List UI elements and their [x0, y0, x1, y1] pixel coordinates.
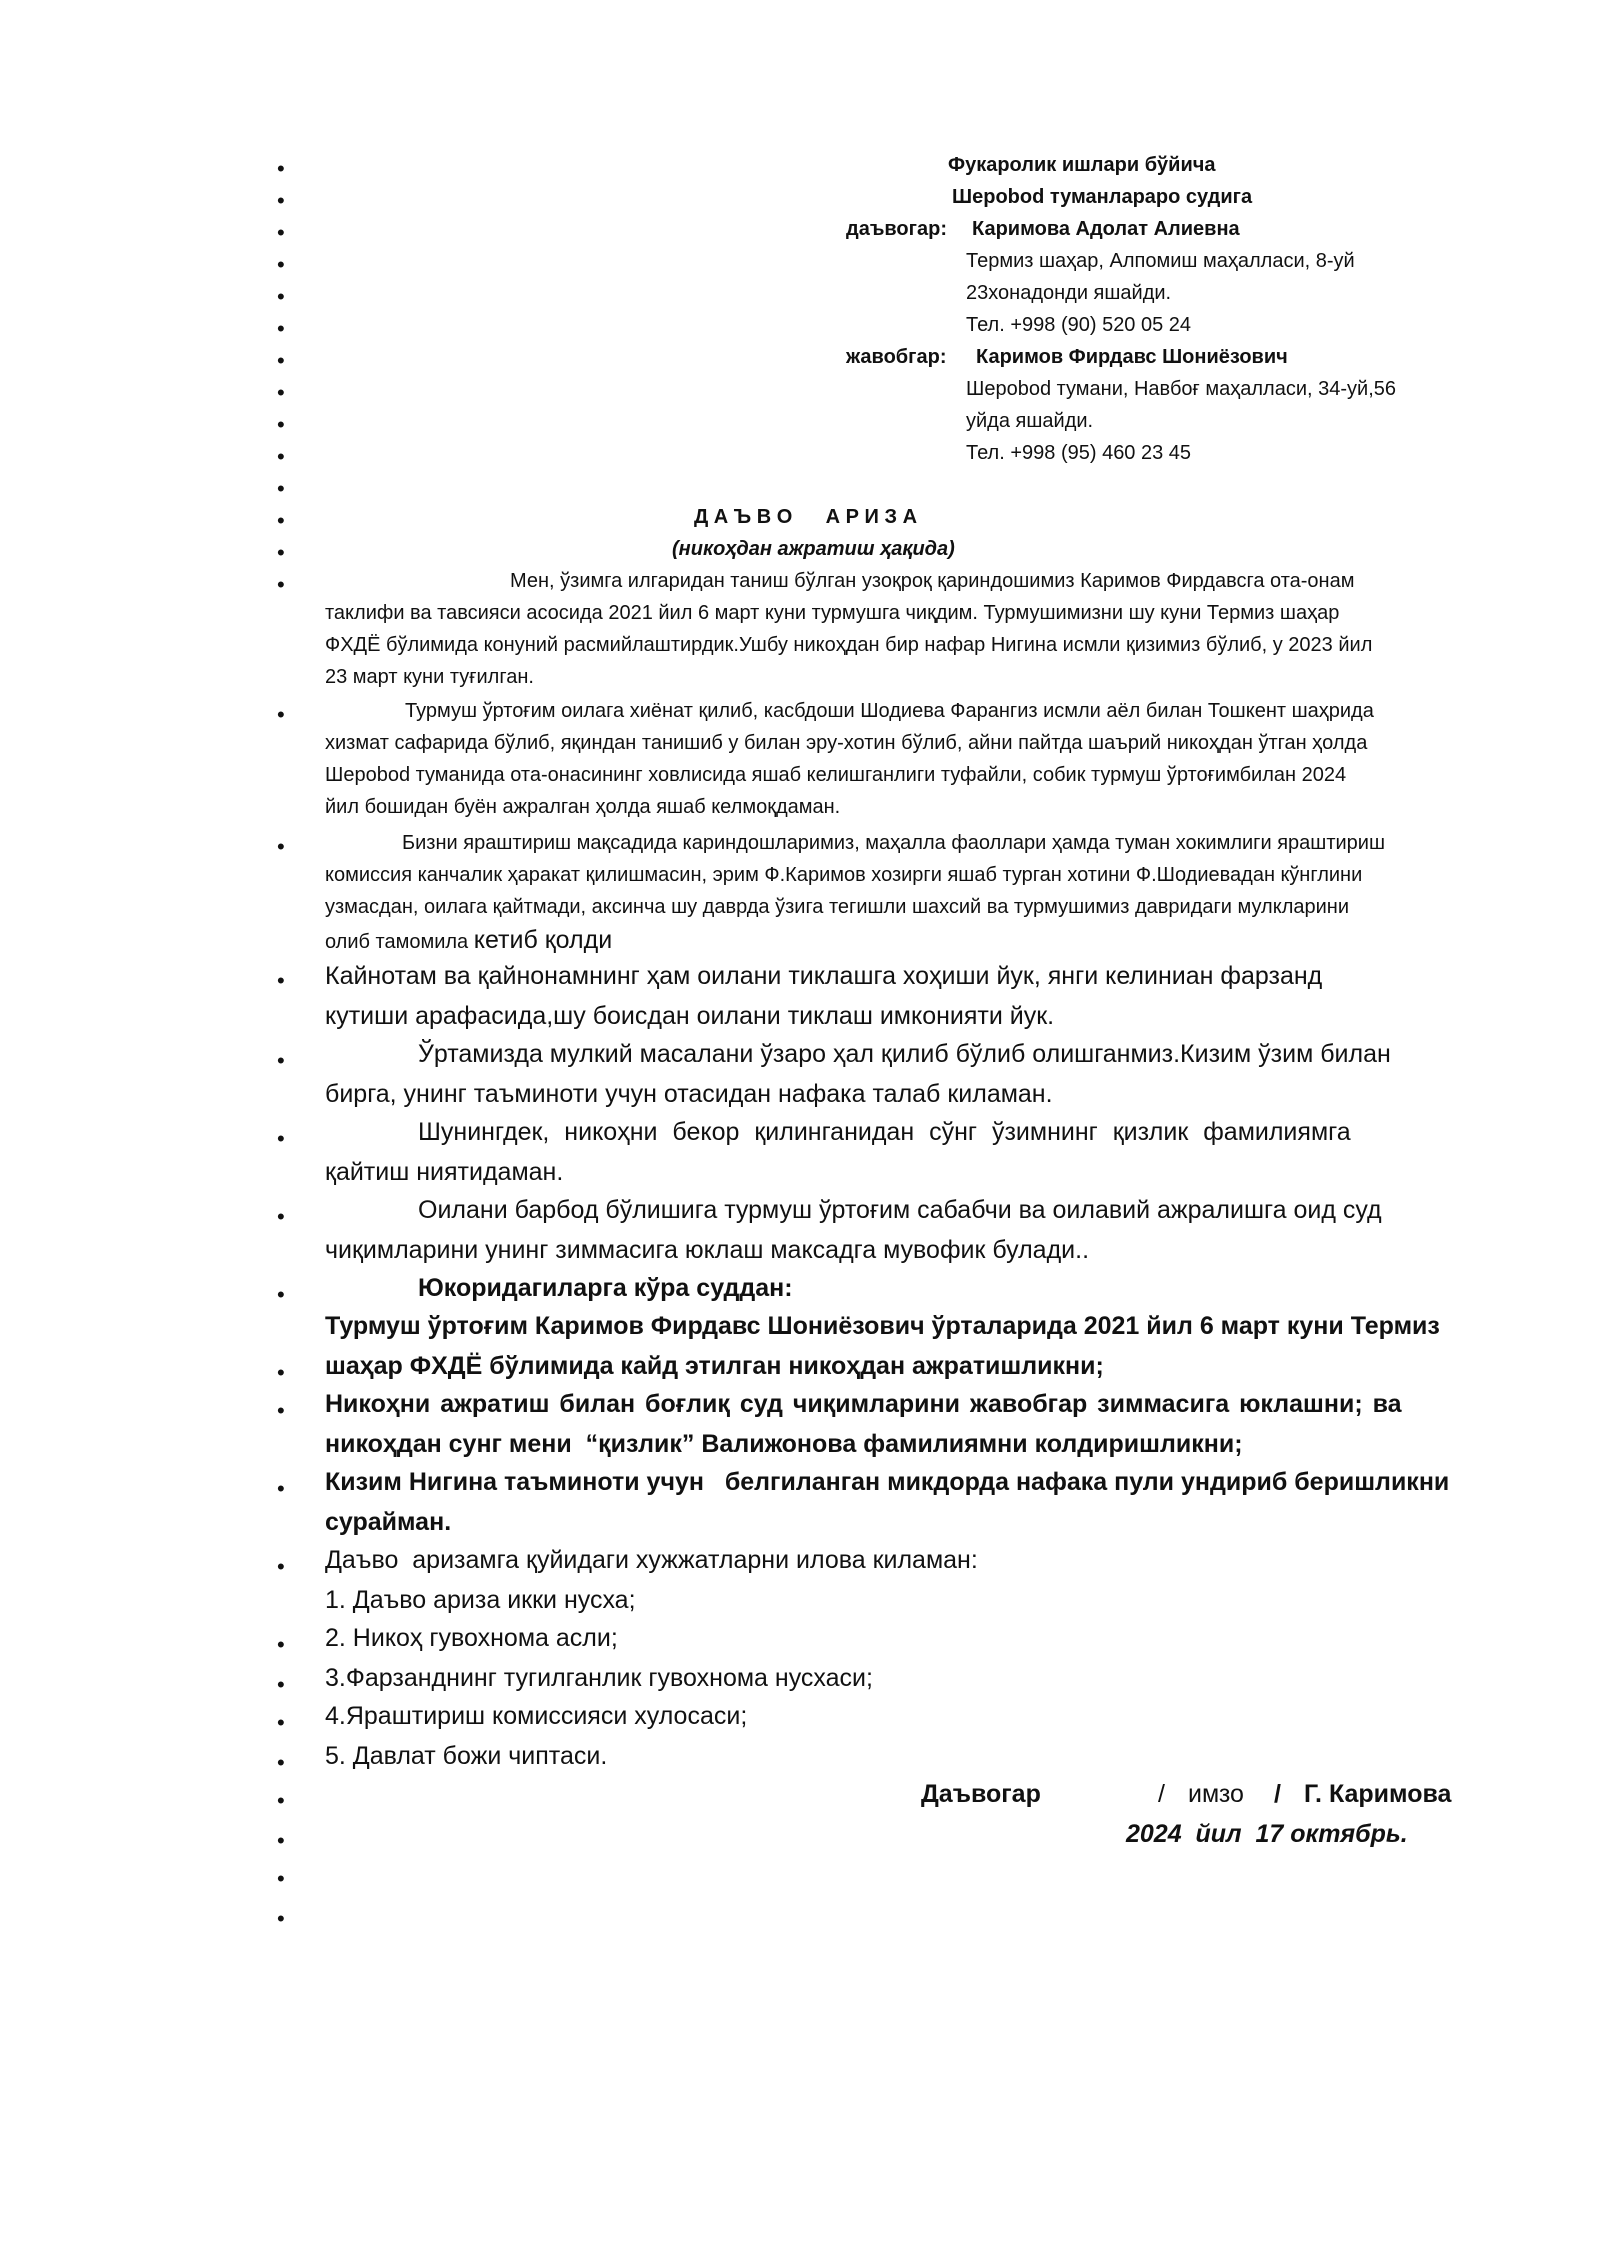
bullet	[277, 542, 285, 564]
bullet	[277, 1478, 285, 1500]
p3-line-1: Бизни яраштириш мақсадида кариндошларимиз, маҳалла фаоллари ҳамда туман хокимлиги яраштириш	[402, 832, 1385, 854]
bullet	[277, 1790, 285, 1812]
bullet	[277, 414, 285, 436]
signature-slash-1: /	[1158, 1780, 1165, 1808]
bullet	[277, 446, 285, 468]
bullet	[277, 970, 285, 992]
court-line-1: Фукаролик ишлари бўйича	[948, 154, 1216, 176]
bullet	[277, 222, 285, 244]
p1-line-3: ФХДЁ бўлимида конуний расмийлаштирдик.Ушбу никоҳдан бир нафар Нигина исмли қизимиз бўлиб, у 2023 йил	[325, 634, 1373, 656]
p7-line-2: чиқимларини унинг зиммасига юклаш максадга мувофик булади..	[325, 1236, 1090, 1264]
p6-line-2: қайтиш ниятидаман.	[325, 1158, 564, 1186]
attachment-item: 1. Даъво ариза икки нусха;	[325, 1586, 636, 1614]
p3-line-3: узмасдан, оилага қайтмади, аксинча шу даврда ўзига тегишли шахсий ва турмушимиз давридаги мулкларини	[325, 896, 1350, 918]
p5-line-2: бирга, унинг таъминоти учун отасидан нафака талаб киламан.	[325, 1080, 1053, 1108]
bullet	[277, 1712, 285, 1734]
bullet	[277, 1206, 285, 1228]
court-line-2: Шерobod туманлараро судига	[952, 186, 1253, 208]
p3-line-2: комиссия канчалик ҳаракат қилишмасин, эрим Ф.Каримов хозирги яшаб турган хотини Ф.Шодиевадан кўнглини	[325, 864, 1363, 886]
attachment-item: 3.Фарзанднинг тугилганлик гувохнома нусхаси;	[325, 1664, 873, 1692]
bullet	[277, 1830, 285, 1852]
signature-date: 2024 йил 17 октябрь.	[1126, 1820, 1408, 1848]
plaintiff-address-2: 23хонадонди яшайди.	[966, 282, 1172, 304]
plaintiff-name: Каримова Адолат Алиевна	[972, 218, 1240, 240]
document-title: Д А Ъ В О А Р И З А	[694, 506, 918, 528]
bullet	[277, 1400, 285, 1422]
bullet	[277, 1362, 285, 1384]
p3-line-4	[325, 926, 612, 955]
defendant-name: Каримов Фирдавс Шониёзович	[976, 346, 1288, 368]
r2-line-2: никоҳдан сунг мени “қизлик” Валижонова фамилиямни колдиришликни;	[325, 1430, 1243, 1458]
bullet	[277, 254, 285, 276]
plaintiff-address-1: Термиз шаҳар, Алпомиш маҳалласи, 8-уй	[966, 250, 1355, 272]
p3-end-big: кетиб қолди	[473, 926, 613, 954]
r1-line-1: Турмуш ўртоғим Каримов Фирдавс Шониёзович ўрталарида 2021 йил 6 март куни Термиз	[325, 1312, 1440, 1340]
bullet	[277, 350, 285, 372]
signature-slash-2: /	[1274, 1780, 1281, 1808]
plaintiff-phone: Тел. +998 (90) 520 05 24	[966, 314, 1192, 336]
bullet	[277, 1908, 285, 1930]
bullet	[277, 1556, 285, 1578]
p1-line-4: 23 март куни туғилган.	[325, 666, 534, 688]
r2-line-1: Никоҳни ажратиш билан боғлиқ суд чиқимларини жавобгар зиммасига юклашни; ва	[325, 1390, 1402, 1418]
bullet	[277, 836, 285, 858]
r3-line-2: сурайман.	[325, 1508, 452, 1536]
bullet	[277, 1634, 285, 1656]
signature-sign: имзо	[1188, 1780, 1244, 1808]
attachment-item: 2. Никоҳ гувохнома асли;	[325, 1624, 618, 1652]
bullet	[277, 1128, 285, 1150]
bullet	[277, 1284, 285, 1306]
attachment-item: 4.Яраштириш комиссияси хулосаси;	[325, 1702, 748, 1730]
p7-line-1: Оилани барбод бўлишига турмуш ўртоғим сабабчи ва оилавий ажралишга оид суд	[418, 1196, 1382, 1224]
bullet	[277, 286, 285, 308]
bullet	[277, 1050, 285, 1072]
bullet	[277, 478, 285, 500]
bullet	[277, 318, 285, 340]
r1-line-2: шаҳар ФХДЁ бўлимида кайд этилган никоҳдан ажратишликни;	[325, 1352, 1104, 1380]
attachment-item: 5. Давлат божи чиптаси.	[325, 1742, 608, 1770]
defendant-label: жавобгар:	[846, 346, 947, 368]
bullet	[277, 1752, 285, 1774]
bullet	[277, 1868, 285, 1890]
p2-line-4: йил бошидан буён ажралган ҳолда яшаб келмоқдаман.	[325, 796, 841, 818]
defendant-address-2: уйда яшайди.	[966, 410, 1094, 432]
bullet	[277, 382, 285, 404]
defendant-address-1: Шерobod тумани, Навбоғ маҳалласи, 34-уй,56	[966, 378, 1397, 400]
defendant-phone: Тел. +998 (95) 460 23 45	[966, 442, 1192, 464]
bullet	[277, 190, 285, 212]
request-heading: Юкоридагиларга кўра суддан:	[418, 1274, 793, 1302]
p4-line-2: кутиши арафасида,шу боисдан оилани тиклаш имконияти йук.	[325, 1002, 1055, 1030]
r3-line-1: Кизим Нигина таъминоти учун белгиланган микдорда нафака пули ундириб беришликни	[325, 1468, 1450, 1496]
bullet	[277, 704, 285, 726]
plaintiff-label: даъвогар:	[846, 218, 947, 240]
signature-role: Даъвогар	[921, 1780, 1041, 1808]
document-subtitle: (никоҳдан ажратиш ҳақида)	[672, 538, 955, 560]
p2-line-3: Шерobod туманида ота-онасининг ховлисида яшаб келишганлиги туфайли, собик турмуш ўртоғимбилан 2024	[325, 764, 1347, 786]
p1-line-1: Мен, ўзимга илгаридан таниш бўлган узоқроқ қариндошимиз Каримов Фирдавсга ота-онам	[510, 570, 1355, 592]
bullet	[277, 574, 285, 596]
bullet	[277, 158, 285, 180]
p2-line-1: Турмуш ўртоғим оилага хиёнат қилиб, касбдоши Шодиева Фарангиз исмли аёл билан Тошкент шаҳрида	[405, 700, 1374, 722]
p1-line-2: таклифи ва тавсияси асосида 2021 йил 6 март куни турмушга чиқдим. Турмушимизни шу куни Термиз шаҳар	[325, 602, 1340, 624]
bullet	[277, 510, 285, 532]
p4-line-1: Кайнотам ва қайнонамнинг ҳам оилани тиклашга хоҳиши йук, янги келиниан фарзанд	[325, 962, 1323, 990]
signature-name: Г. Каримова	[1304, 1780, 1452, 1808]
attachments-heading: Даъво аризамга қуйидаги хужжатларни илова киламан:	[325, 1546, 978, 1574]
p2-line-2: хизмат сафарида бўлиб, яқиндан танишиб у билан эру-хотин бўлиб, айни пайтда шаърий никоҳдан ўтган ҳолда	[325, 732, 1368, 754]
bullet	[277, 1674, 285, 1696]
p6-line-1: Шунингдек, никоҳни бекор қилинганидан сўнг ўзимнинг қизлик фамилиямга	[418, 1118, 1351, 1146]
p5-line-1: Ўртамизда мулкий масалани ўзаро ҳал қилиб бўлиб олишганмиз.Кизим ўзим билан	[418, 1040, 1391, 1068]
p3-end-small: олиб тамомила	[325, 931, 474, 953]
